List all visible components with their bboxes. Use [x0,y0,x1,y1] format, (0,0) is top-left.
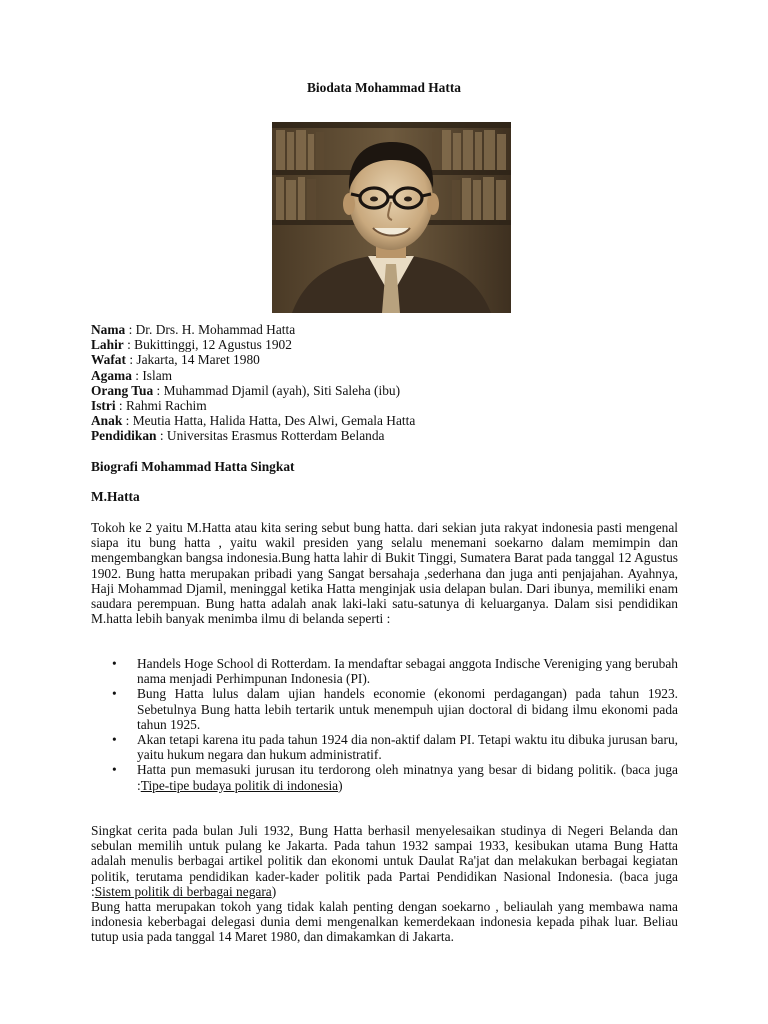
bio-row-wafat [91,352,691,367]
bio-row-agama [91,368,691,383]
bio-label: Istri [91,398,116,414]
bullet-icon: • [112,656,117,671]
history-paragraph [91,823,678,899]
bio-row-istri [91,398,691,413]
bio-label: Agama [91,367,132,383]
list-item-text: Bung Hatta lulus dalam ujian handels economie (ekonomi perdagangan) pada tahun 1923. Sebetulnya Bung hatta lebih tertarik untuk menempuh ujian doctoral di bidang ilmu ekonomi pada tahun 1925. [137,686,678,732]
bio-value: Muhammad Djamil (ayah), Siti Saleha (ibu) [163,382,401,398]
history-paragraph-text: Singkat cerita pada bulan Juli 1932, Bung Hatta berhasil menyelesaikan studinya di Negeri Belanda dan sebulan memilih untuk pulang ke Jakarta. Pada tahun 1932 sampai 1933, kesibukan utama Bung Hatta adalah menulis berbagai artikel politik dan ekonomi untuk Daulat Ra'jat dan melakukan berbagai kegiatan politik, terutama pendidikan kader-kader politik pada Partai Pendidikan Nasional Indonesia. (baca juga : [91,823,678,899]
list-item [91,732,678,762]
list-item-text: Akan tetapi karena itu pada tahun 1924 dia non-aktif dalam PI. Tetapi waktu itu dibuka jurusan baru, yaitu hukum negara dan hukum administratif. [137,732,678,763]
bio-label: Nama [91,322,126,337]
link-sistem-politik[interactable]: Sistem politik di berbagai negara [94,883,272,899]
list-item [91,686,678,732]
page-title: Biodata Mohammad Hatta [307,80,461,95]
education-list [91,656,678,793]
closing-paragraph: Bung hatta merupakan tokoh yang tidak kalah penting dengan soekarno , beliaulah yang membawa nama indonesia keberbagai delegasi dunia demi mengenalkan kemerdekaan indonesia kepada pihak luar. Beliau tutup usia pada tanggal 14 Maret 1980, dan dimakamkan di Jakarta. [91,899,678,945]
intro-paragraph: Tokoh ke 2 yaitu M.Hatta atau kita sering sebut bung hatta. dari sekian juta rakyat indonesia pasti mengenal siapa itu bung hatta , yaitu wakil presiden yang selalu menemani soekarno dalam memimpin dan mengembangkan bangsa indonesia.Bung hatta lahir di Bukit Tinggi, Sumatera Barat pada tanggal 12 Agustus 1902. Bung hatta merupakan pribadi yang Sangat bersahaja ,sederhana dan juga anti penjajahan. Ayahnya, Haji Mohammad Djamil, meninggal ketika Hatta menginjak usia delapan bulan. Dari ibunya, memiliki enam saudara perempuan. Bung hatta adalah anak laki-laki satu-satunya di keluarganya. Dalam sisi pendidikan M.hatta lebih banyak menimba ilmu di belanda seperti : [91,520,678,627]
bio-label: Wafat [91,352,126,368]
bio-value: Jakarta, 14 Maret 1980 [136,352,260,368]
bio-value: Dr. Drs. H. Mohammad Hatta [135,322,296,337]
biodata-list [91,322,691,444]
bio-separator: : [122,413,133,429]
bio-row-nama [91,322,691,337]
bio-separator: : [123,337,135,353]
list-item-text: Handels Hoge School di Rotterdam. Ia mendaftar sebagai anggota Indische Vereniging yang berubah nama menjadi Perhimpunan Indonesia (PI). [137,656,678,687]
list-item [91,656,678,686]
bio-label: Anak [91,413,123,429]
bio-label: Lahir [91,337,124,353]
link-close-paren: ) [338,777,343,793]
bio-label: Pendidikan [91,428,157,444]
portrait-photo [272,122,511,313]
bio-separator: : [125,322,136,337]
bio-value: Bukittinggi, 12 Agustus 1902 [134,337,292,353]
link-tipe-budaya-politik[interactable]: Tipe-tipe budaya politik di indonesia [140,777,339,793]
bio-value: Meutia Hatta, Halida Hatta, Des Alwi, Gemala Hatta [132,413,416,429]
bio-label: Orang Tua [91,382,154,398]
link-close-paren: ) [271,883,277,899]
bio-separator: : [125,352,137,368]
bullet-icon: • [112,686,117,702]
bio-separator: : [131,367,143,383]
bio-separator: : [153,382,164,398]
bio-row-orang-tua [91,383,691,398]
section-heading: Biografi Mohammad Hatta Singkat [91,459,295,474]
bio-row-lahir [91,337,691,352]
sub-heading: M.Hatta [91,489,140,504]
list-item-text: Hatta pun memasuki jurusan itu terdorong oleh minatnya yang besar di bidang politik. (baca juga : [137,762,678,793]
bio-value: Islam [142,367,173,383]
bio-value: Rahmi Rachim [125,398,207,414]
list-item [91,762,678,792]
bullet-icon: • [112,762,117,778]
bio-row-anak [91,413,691,428]
bio-separator: : [115,398,126,414]
bio-separator: : [156,428,167,444]
bullet-icon: • [112,732,117,748]
bio-value: Universitas Erasmus Rotterdam Belanda [166,428,385,444]
bio-row-pendidikan [91,428,691,443]
